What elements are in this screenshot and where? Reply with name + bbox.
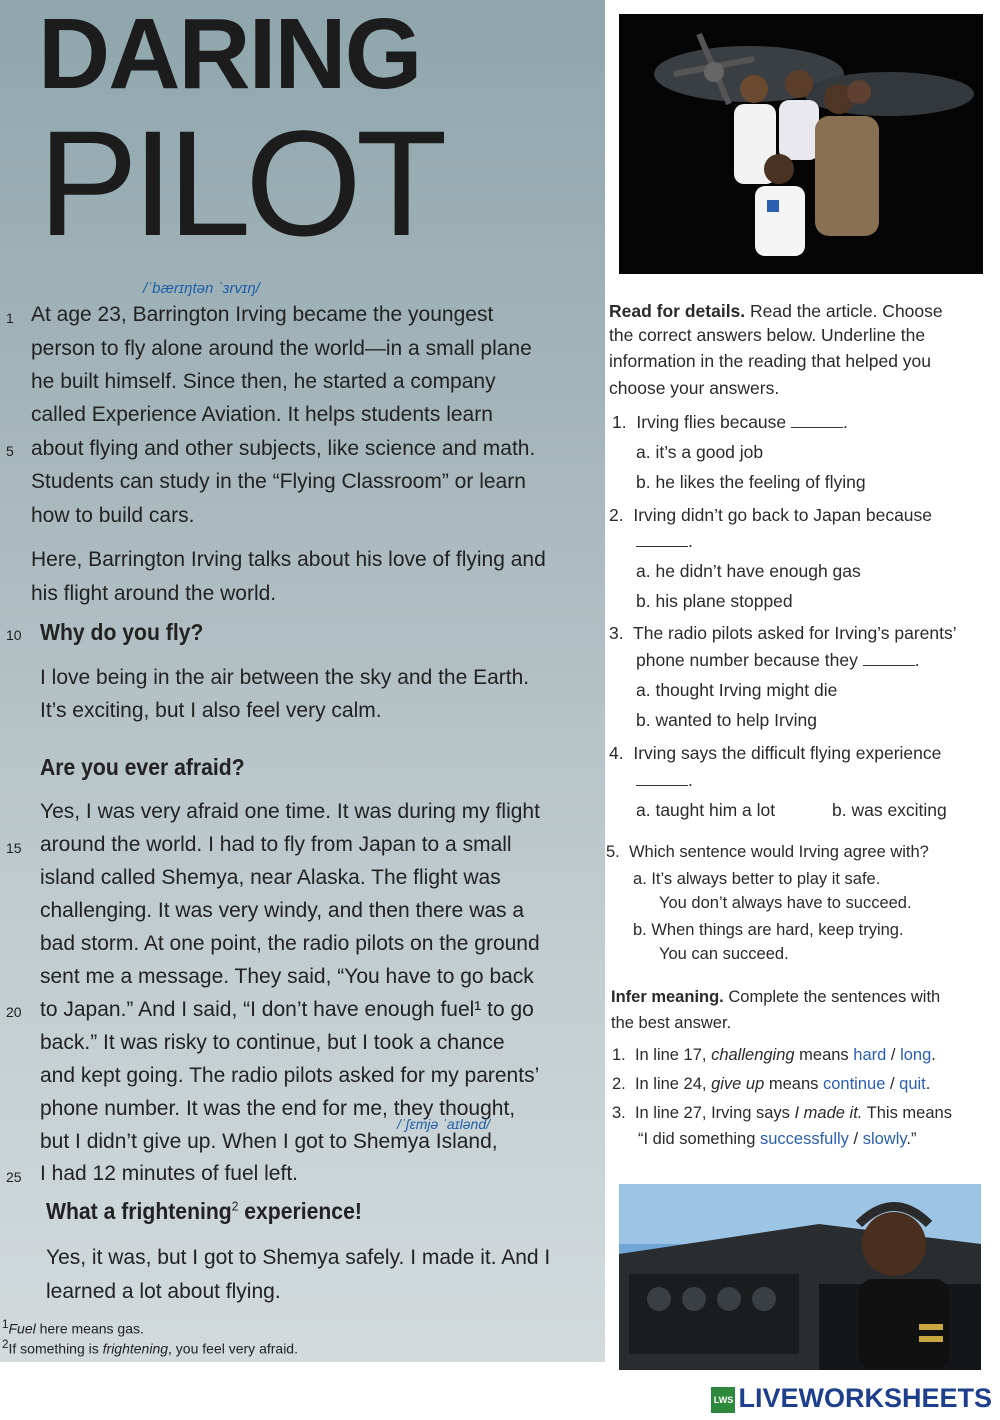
text-line: It’s exciting, but I also feel very calm. bbox=[40, 699, 382, 722]
text-line: At age 23, Barrington Irving became the youngest bbox=[31, 303, 494, 326]
question-1: 1. Irving flies because . bbox=[612, 412, 848, 432]
liveworksheets-logo[interactable]: LWS LIVEWORKSHEETS bbox=[711, 1383, 992, 1414]
text-line: island called Shemya, near Alaska. The flight was bbox=[40, 866, 501, 889]
text-line: he built himself. Since then, he started a company bbox=[31, 370, 496, 393]
text-line: Here, Barrington Irving talks about his love of flying and bbox=[31, 548, 546, 571]
text-line: around the world. I had to fly from Japan to a small bbox=[40, 833, 512, 856]
infer-item-1: 1. In line 17, challenging means hard / long. bbox=[612, 1046, 936, 1064]
footnote: $^2$If something is frightening, you feel very afraid. bbox=[2, 1338, 298, 1357]
text-line: and kept going. The radio pilots asked for my parents’ bbox=[40, 1064, 540, 1087]
option-4b[interactable]: b. was exciting bbox=[832, 800, 947, 820]
line-number: 1 bbox=[6, 310, 14, 326]
footnote: $^1$Fuel here means gas. bbox=[2, 1318, 144, 1337]
choice-long[interactable]: long bbox=[900, 1046, 932, 1064]
text-line: but I didn’t give up. When I got to Shemya Island, bbox=[40, 1130, 498, 1153]
line-number: 25 bbox=[6, 1169, 22, 1185]
answer-blank[interactable] bbox=[863, 651, 915, 666]
text-line: how to build cars. bbox=[31, 504, 195, 527]
choice-slowly[interactable]: slowly bbox=[862, 1130, 907, 1148]
text-line: Yes, I was very afraid one time. It was during my flight bbox=[40, 800, 540, 823]
text-line: to Japan.” And I said, “I don’t have enough fuel¹ to go bbox=[40, 998, 534, 1021]
instruction-line: choose your answers. bbox=[609, 378, 780, 398]
choice-hard[interactable]: hard bbox=[853, 1046, 887, 1064]
line-number: 15 bbox=[6, 840, 22, 856]
bottom-photo bbox=[619, 1184, 981, 1370]
text-line: sent me a message. They said, “You have to go back bbox=[40, 965, 534, 988]
option-5a[interactable]: a. It’s always better to play it safe. bbox=[633, 870, 881, 888]
question-5: 5. Which sentence would Irving agree with? bbox=[606, 843, 929, 861]
question-heading: Why do you fly? bbox=[40, 619, 204, 645]
line-number: 10 bbox=[6, 627, 22, 643]
option-4a[interactable]: a. taught him a lot bbox=[636, 800, 776, 820]
top-photo bbox=[619, 14, 983, 274]
question-2-blank: . bbox=[636, 531, 693, 552]
question-4-blank: . bbox=[636, 770, 693, 791]
liveworksheets-badge-icon: LWS bbox=[711, 1387, 735, 1413]
option-5a-line2: You don’t always have to succeed. bbox=[659, 894, 912, 912]
text-line: Students can study in the “Flying Classroom” or learn bbox=[31, 470, 526, 493]
line-number: 5 bbox=[6, 443, 14, 459]
phonetic-island: /ˈʃɛmjə ˈaɪlənd/ bbox=[397, 1116, 491, 1132]
option-3b[interactable]: b. wanted to help Irving bbox=[636, 710, 817, 730]
question-heading: Are you ever afraid? bbox=[40, 754, 245, 780]
question-4: 4. Irving says the difficult flying experience bbox=[609, 743, 942, 763]
question-2: 2. Irving didn’t go back to Japan because bbox=[609, 505, 933, 525]
choice-continue[interactable]: continue bbox=[823, 1075, 886, 1093]
text-line: phone number. It was the end for me, they thought, bbox=[40, 1097, 516, 1120]
answer-blank[interactable] bbox=[791, 413, 843, 428]
title-pilot: PILOT bbox=[38, 99, 442, 267]
choice-successfully[interactable]: successfully bbox=[759, 1130, 849, 1148]
option-3a[interactable]: a. thought Irving might die bbox=[636, 680, 838, 700]
question-heading: What a frightening$^2$ experience! bbox=[46, 1198, 362, 1224]
answer-blank[interactable] bbox=[636, 532, 688, 547]
text-line: back.” It was risky to continue, but I took a chance bbox=[40, 1031, 505, 1054]
text-line: his flight around the world. bbox=[31, 582, 277, 605]
title-daring: DARING bbox=[38, 0, 421, 110]
infer-item-3: 3. In line 27, Irving says I made it. This means bbox=[612, 1104, 952, 1122]
text-line: Yes, it was, but I got to Shemya safely. I made it. And I bbox=[46, 1246, 551, 1269]
choice-quit[interactable]: quit bbox=[899, 1075, 926, 1093]
infer-item-2: 2. In line 24, give up means continue / quit. bbox=[612, 1075, 931, 1093]
option-2b[interactable]: b. his plane stopped bbox=[636, 591, 793, 611]
text-line: learned a lot about flying. bbox=[46, 1280, 281, 1303]
infer-item-3-line2: “I did something successfully / slowly.” bbox=[638, 1130, 917, 1148]
text-line: I love being in the air between the sky and the Earth. bbox=[40, 666, 530, 689]
line-number: 20 bbox=[6, 1004, 22, 1020]
text-line: I had 12 minutes of fuel left. bbox=[40, 1162, 298, 1185]
option-5b-line2: You can succeed. bbox=[659, 945, 789, 963]
option-1b[interactable]: b. he likes the feeling of flying bbox=[636, 472, 866, 492]
read-details-instructions: Read for details. Read the article. Choose bbox=[609, 301, 943, 321]
option-2a[interactable]: a. he didn’t have enough gas bbox=[636, 561, 861, 581]
instruction-line: information in the reading that helped you bbox=[609, 351, 932, 371]
text-line: called Experience Aviation. It helps students learn bbox=[31, 403, 493, 426]
text-line: about flying and other subjects, like science and math. bbox=[31, 437, 536, 460]
question-3: 3. The radio pilots asked for Irving’s parents’ bbox=[609, 623, 957, 643]
text-line: bad storm. At one point, the radio pilots on the ground bbox=[40, 932, 540, 955]
option-5b[interactable]: b. When things are hard, keep trying. bbox=[633, 921, 904, 939]
instruction-line: the correct answers below. Underline the bbox=[609, 325, 926, 345]
infer-instructions-line2: the best answer. bbox=[611, 1014, 732, 1032]
text-line: challenging. It was very windy, and then there was a bbox=[40, 899, 525, 922]
phonetic-name: /ˈbærɪŋtən ˈɜrvɪŋ/ bbox=[143, 280, 260, 297]
option-1a[interactable]: a. it’s a good job bbox=[636, 442, 764, 462]
question-3-line2: phone number because they . bbox=[636, 650, 920, 670]
text-line: person to fly alone around the world—in a small plane bbox=[31, 337, 532, 360]
infer-instructions: Infer meaning. Complete the sentences with bbox=[611, 988, 941, 1006]
answer-blank[interactable] bbox=[636, 771, 688, 786]
